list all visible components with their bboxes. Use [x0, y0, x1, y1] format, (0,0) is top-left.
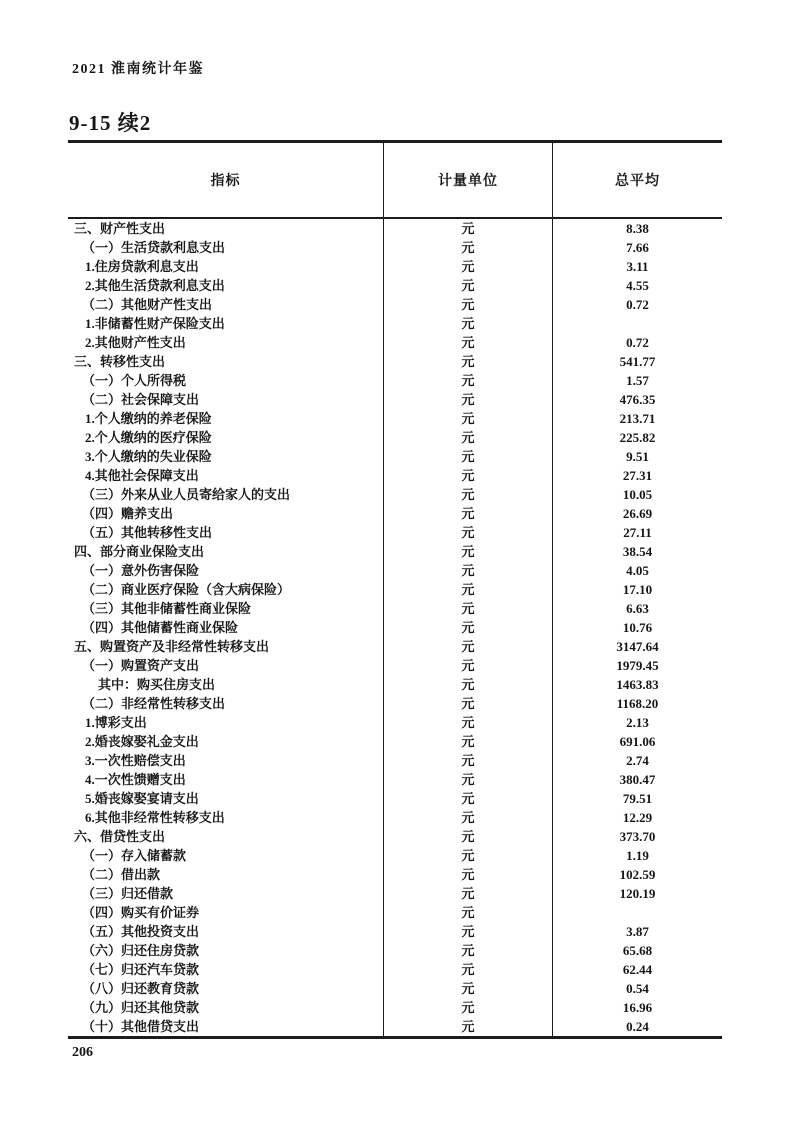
indicator-cell: 4.一次性馈赠支出: [85, 772, 186, 787]
indicator-cell: （二）商业医疗保险（含大病保险）: [82, 582, 291, 597]
value-cell: 10.76: [622, 620, 653, 635]
value-cell: 0.54: [626, 981, 649, 996]
indicator-cell: （三）其他非储蓄性商业保险: [82, 601, 252, 616]
table-row: [68, 694, 722, 713]
indicator-cell: 三、财产性支出: [74, 221, 166, 236]
unit-cell: 元: [383, 637, 553, 656]
unit-cell: 元: [383, 276, 553, 295]
indicator-cell: 3.一次性赔偿支出: [85, 753, 186, 768]
value-cell: 3147.64: [616, 639, 659, 654]
table-row: [68, 295, 722, 314]
unit-cell: 元: [383, 941, 553, 960]
indicator-cell: 3.个人缴纳的失业保险: [85, 449, 212, 464]
value-cell: 65.68: [622, 943, 653, 958]
value-cell: 225.82: [619, 430, 656, 445]
unit-cell: 元: [383, 846, 553, 865]
indicator-cell: （一）个人所得税: [82, 373, 187, 388]
value-cell: 12.29: [622, 810, 653, 825]
unit-cell: 元: [383, 960, 553, 979]
indicator-cell: （七）归还汽车贷款: [82, 962, 200, 977]
table-row: [68, 960, 722, 979]
value-cell: 691.06: [619, 734, 656, 749]
table-row: [68, 979, 722, 998]
table-row: [68, 561, 722, 580]
indicator-cell: （三）归还借款: [82, 886, 174, 901]
indicator-cell: 四、部分商业保险支出: [74, 544, 205, 559]
value-cell: 9.51: [626, 449, 649, 464]
indicator-cell: （二）借出款: [82, 867, 161, 882]
unit-cell: 元: [383, 827, 553, 846]
indicator-cell: 6.其他非经常性转移支出: [85, 810, 225, 825]
table-row: [68, 884, 722, 903]
indicator-cell: （八）归还教育贷款: [82, 981, 200, 996]
header-cell-indicator: 指标: [210, 174, 241, 189]
table-row: [68, 409, 722, 428]
value-cell: 373.70: [619, 829, 656, 844]
table-row: [68, 713, 722, 732]
value-cell: 0.24: [626, 1019, 649, 1034]
value-cell: 120.19: [619, 886, 656, 901]
table-row: [68, 808, 722, 827]
value-cell: 7.66: [626, 240, 649, 255]
unit-cell: 元: [383, 922, 553, 941]
table-row: [68, 637, 722, 656]
table-row: [68, 333, 722, 352]
indicator-cell: （一）存入储蓄款: [82, 848, 187, 863]
value-cell: 1.57: [626, 373, 649, 388]
unit-cell: 元: [383, 333, 553, 352]
unit-cell: 元: [383, 732, 553, 751]
unit-cell: 元: [383, 751, 553, 770]
value-cell: 3.11: [626, 259, 649, 274]
unit-cell: 元: [383, 219, 553, 238]
value-cell: [553, 314, 722, 333]
value-cell: [553, 903, 722, 922]
value-cell: 8.38: [626, 221, 649, 236]
table-row: [68, 998, 722, 1017]
value-cell: 476.35: [619, 392, 656, 407]
table-row: [68, 789, 722, 808]
value-cell: 0.72: [626, 297, 649, 312]
value-cell: 0.72: [626, 335, 649, 350]
table-row: [68, 523, 722, 542]
unit-cell: 元: [383, 428, 553, 447]
table-row: [68, 219, 722, 238]
value-cell: 380.47: [619, 772, 656, 787]
unit-cell: 元: [383, 675, 553, 694]
table-row: [68, 618, 722, 637]
indicator-cell: 2.个人缴纳的医疗保险: [85, 430, 212, 445]
indicator-cell: 1.博彩支出: [85, 715, 147, 730]
unit-cell: 元: [383, 371, 553, 390]
unit-cell: 元: [383, 789, 553, 808]
unit-cell: 元: [383, 352, 553, 371]
indicator-cell: （一）生活贷款利息支出: [82, 240, 226, 255]
indicator-cell: 2.婚丧嫁娶礼金支出: [85, 734, 199, 749]
value-cell: 102.59: [619, 867, 656, 882]
table-row: [68, 732, 722, 751]
value-cell: 2.74: [626, 753, 649, 768]
value-cell: 213.71: [619, 411, 656, 426]
unit-cell: 元: [383, 409, 553, 428]
value-cell: 38.54: [622, 544, 653, 559]
indicator-cell: 其中：购买住房支出: [98, 677, 216, 692]
indicator-cell: 5.婚丧嫁娶宴请支出: [85, 791, 199, 806]
table-row: [68, 580, 722, 599]
indicator-cell: （二）非经常性转移支出: [82, 696, 226, 711]
stats-table: [68, 140, 722, 1039]
indicator-cell: 1.个人缴纳的养老保险: [85, 411, 212, 426]
table-row: [68, 656, 722, 675]
value-cell: 1979.45: [616, 658, 659, 673]
indicator-cell: （五）其他投资支出: [82, 924, 200, 939]
table-row: [68, 276, 722, 295]
unit-cell: 元: [383, 238, 553, 257]
unit-cell: 元: [383, 504, 553, 523]
indicator-cell: （九）归还其他贷款: [82, 1000, 200, 1015]
unit-cell: 元: [383, 884, 553, 903]
indicator-cell: 六、借贷性支出: [74, 829, 166, 844]
table-row: [68, 542, 722, 561]
value-cell: 79.51: [622, 791, 653, 806]
unit-cell: 元: [383, 770, 553, 789]
value-cell: 2.13: [626, 715, 649, 730]
unit-cell: 元: [383, 618, 553, 637]
table-row: [68, 846, 722, 865]
unit-cell: 元: [383, 390, 553, 409]
value-cell: 27.31: [622, 468, 653, 483]
value-cell: 3.87: [626, 924, 649, 939]
unit-cell: 元: [383, 561, 553, 580]
unit-cell: 元: [383, 314, 553, 333]
value-cell: 17.10: [622, 582, 653, 597]
table-row: [68, 827, 722, 846]
indicator-cell: 1.住房贷款利息支出: [85, 259, 199, 274]
table-row: [68, 371, 722, 390]
indicator-cell: （四）其他储蓄性商业保险: [82, 620, 239, 635]
value-cell: 1.19: [626, 848, 649, 863]
indicator-cell: （五）其他转移性支出: [82, 525, 213, 540]
table-row: [68, 941, 722, 960]
indicator-cell: （二）社会保障支出: [82, 392, 200, 407]
table-row: [68, 447, 722, 466]
header-cell-unit: 计量单位: [383, 143, 553, 217]
unit-cell: 元: [383, 979, 553, 998]
unit-cell: 元: [383, 447, 553, 466]
value-cell: 10.05: [622, 487, 653, 502]
unit-cell: 元: [383, 694, 553, 713]
unit-cell: 元: [383, 656, 553, 675]
value-cell: 62.44: [622, 962, 653, 977]
unit-cell: 元: [383, 295, 553, 314]
value-cell: 26.69: [622, 506, 653, 521]
indicator-cell: 2.其他生活贷款利息支出: [85, 278, 225, 293]
table-row: [68, 751, 722, 770]
table-row: [68, 314, 722, 333]
unit-cell: 元: [383, 998, 553, 1017]
book-title: 2021 淮南统计年鉴: [72, 62, 204, 77]
unit-cell: 元: [383, 903, 553, 922]
table-row: [68, 390, 722, 409]
table-row: [68, 428, 722, 447]
indicator-cell: （一）意外伤害保险: [82, 563, 200, 578]
table-row: [68, 352, 722, 371]
indicator-cell: （六）归还住房贷款: [82, 943, 200, 958]
value-cell: 27.11: [623, 525, 652, 540]
table-row: [68, 922, 722, 941]
table-row: [68, 599, 722, 618]
value-cell: 16.96: [622, 1000, 653, 1015]
indicator-cell: 1.非储蓄性财产保险支出: [85, 316, 225, 331]
unit-cell: 元: [383, 599, 553, 618]
value-cell: 4.55: [626, 278, 649, 293]
indicator-cell: 2.其他财产性支出: [85, 335, 186, 350]
header-cell-average: 总平均: [615, 174, 660, 189]
value-cell: 541.77: [619, 354, 656, 369]
unit-cell: 元: [383, 580, 553, 599]
value-cell: 1168.20: [616, 696, 659, 711]
indicator-cell: 三、转移性支出: [74, 354, 166, 369]
table-row: [68, 485, 722, 504]
table-row: [68, 238, 722, 257]
indicator-cell: （三）外来从业人员寄给家人的支出: [82, 487, 291, 502]
table-body: [68, 219, 722, 1036]
unit-cell: 元: [383, 466, 553, 485]
page-number: 206: [72, 1045, 93, 1060]
indicator-cell: （四）赡养支出: [82, 506, 174, 521]
unit-cell: 元: [383, 485, 553, 504]
table-title: 9-15 续2: [69, 111, 152, 135]
indicator-cell: （一）购置资产支出: [82, 658, 200, 673]
table-header: [68, 143, 722, 219]
table-row: [68, 1017, 722, 1036]
value-cell: 4.05: [626, 563, 649, 578]
value-cell: 1463.83: [616, 677, 659, 692]
unit-cell: 元: [383, 1017, 553, 1036]
indicator-cell: （四）购买有价证券: [82, 905, 200, 920]
unit-cell: 元: [383, 523, 553, 542]
table-row: [68, 504, 722, 523]
table-row: [68, 865, 722, 884]
indicator-cell: 五、购置资产及非经常性转移支出: [74, 639, 270, 654]
table-row: [68, 257, 722, 276]
indicator-cell: （二）其他财产性支出: [82, 297, 213, 312]
unit-cell: 元: [383, 865, 553, 884]
unit-cell: 元: [383, 542, 553, 561]
unit-cell: 元: [383, 713, 553, 732]
table-row: [68, 675, 722, 694]
unit-cell: 元: [383, 257, 553, 276]
table-row: [68, 466, 722, 485]
indicator-cell: 4.其他社会保障支出: [85, 468, 199, 483]
table-row: [68, 770, 722, 789]
unit-cell: 元: [383, 808, 553, 827]
indicator-cell: （十）其他借贷支出: [82, 1019, 200, 1034]
value-cell: 6.63: [626, 601, 649, 616]
table-row: [68, 903, 722, 922]
